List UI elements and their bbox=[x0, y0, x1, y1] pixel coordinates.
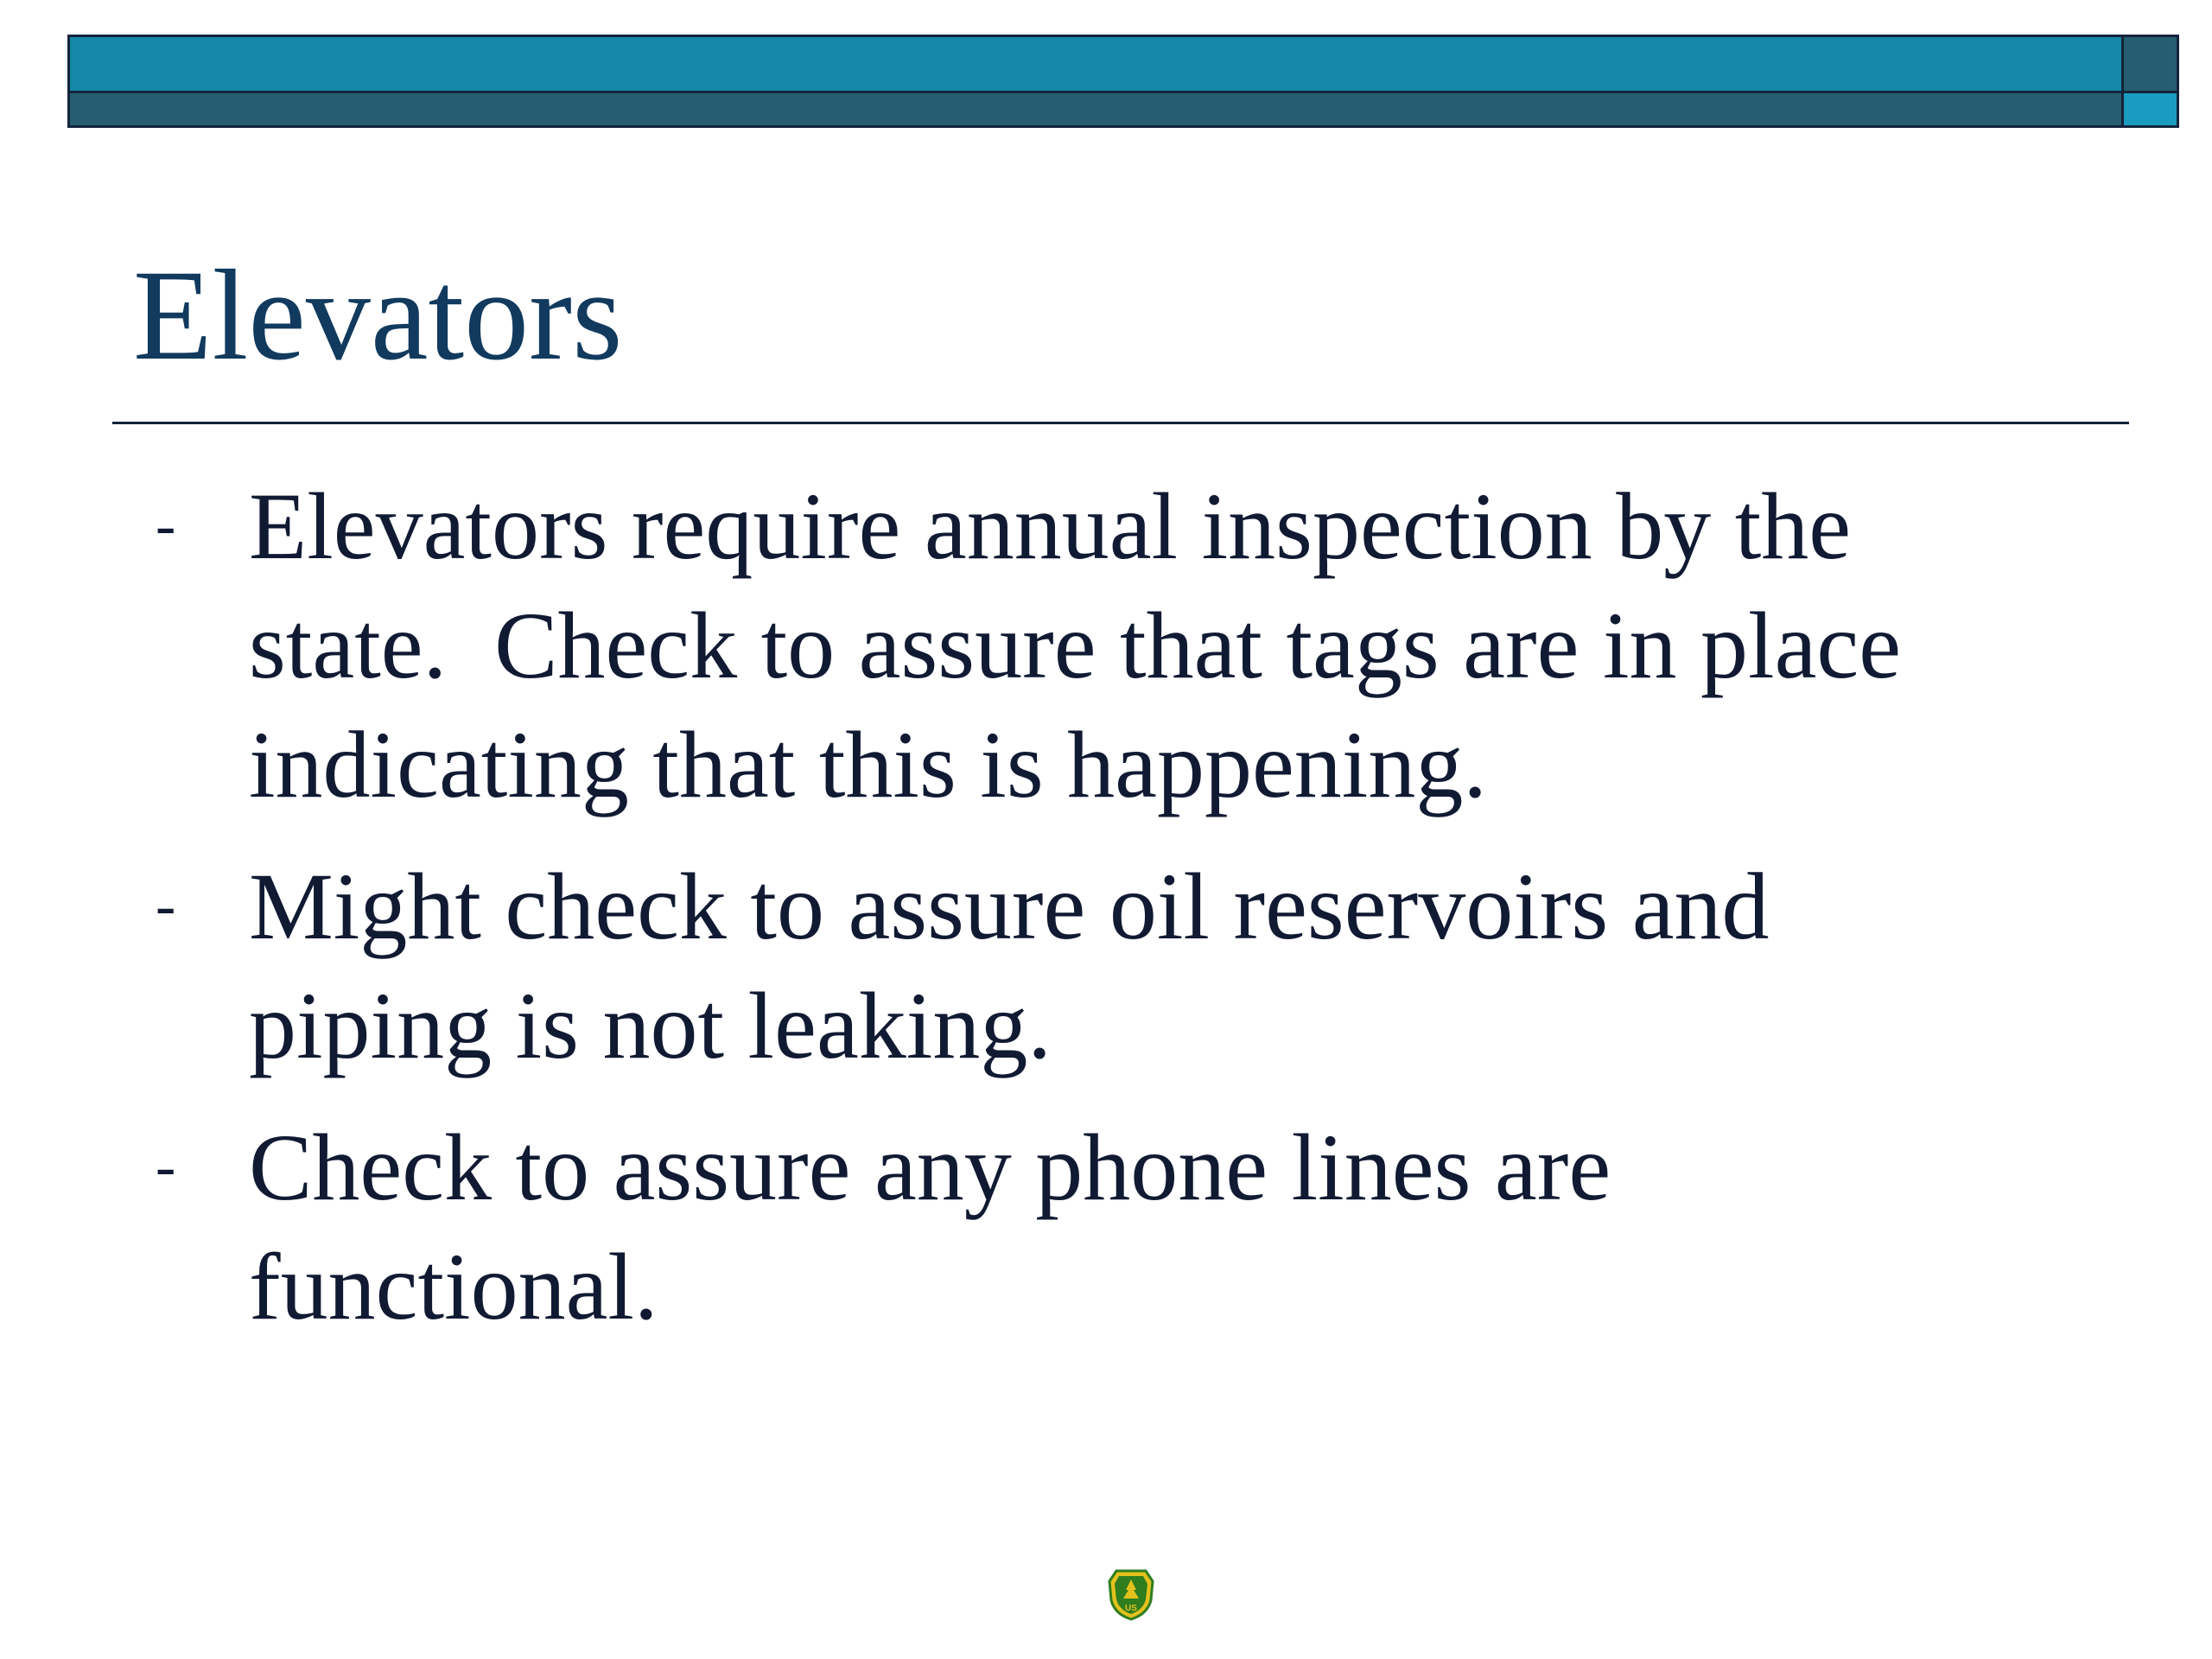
header-corner-top bbox=[2124, 37, 2177, 91]
bullet-item bbox=[0, 467, 2212, 824]
header-band bbox=[67, 35, 2179, 128]
header-band-bottom bbox=[70, 91, 2121, 125]
bullet-text: Might check to assure oil reservoirs and piping is not leaking. bbox=[249, 854, 1794, 1078]
bullet-text: Check to assure any phone lines are functional. bbox=[249, 1115, 1635, 1339]
logo-text: US bbox=[1125, 1604, 1137, 1613]
bullet-dash: - bbox=[156, 873, 176, 939]
title-rule bbox=[112, 422, 2129, 424]
slide-title: Elevators bbox=[133, 244, 623, 387]
bullet-item bbox=[0, 1108, 2212, 1346]
bullet-dash: - bbox=[156, 1134, 176, 1200]
bullet-item bbox=[0, 847, 2212, 1085]
bullet-text: Elevators require annual inspection by the state. Check to assure that tags are in place indicating that this is happening. bbox=[249, 474, 1925, 817]
header-corner-bottom bbox=[2124, 91, 2177, 125]
us-forest-service-shield-icon bbox=[1108, 1569, 1154, 1621]
header-band-top bbox=[70, 37, 2121, 91]
bullet-list bbox=[0, 467, 2212, 1369]
bullet-dash: - bbox=[156, 493, 176, 559]
